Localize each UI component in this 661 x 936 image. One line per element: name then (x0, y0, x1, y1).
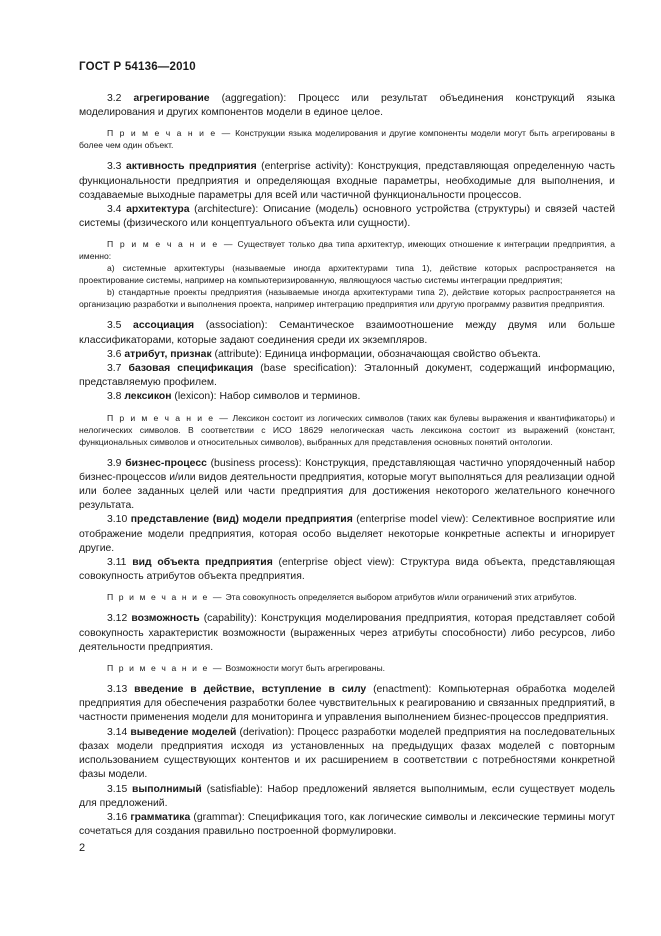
definition-3-5: 3.5 ассоциация (association): Семантическое взаимоотношение между двумя или больше классификаторами, которые задают соединения среди их экземпляров. (79, 320, 616, 346)
term: архитектура (126, 204, 190, 216)
term: активность предприятия (125, 161, 257, 173)
term: вид объекта предприятия (132, 557, 273, 569)
definition-3-14: 3.14 выведение моделей (derivation): Процесс разработки моделей предприятия на последовательных фазах модели предприятия исходя из установленных на предыдущих фазах моделей с повторным использованием существующих контентов и их расширением в соответствии с потребностями конкретной фазы модели. (79, 726, 615, 781)
definition-3-6: 3.6 атрибут, признак (attribute): Единица информации, обозначающая свойство объекта. (107, 348, 541, 360)
note-3-12: П р и м е ч а н и е — Возможности могут быть агрегированы. (107, 663, 386, 674)
page-body (79, 92, 615, 839)
note-3-4-item-b: b) стандартные проекты предприятия (называемые иногда архитектурами типа 2), действие которых распространяется на организацию разработки и выполнения проекта, например интеграцию предприятия или другую программу развития предприятия. (79, 287, 615, 310)
definition-3-10: 3.10 представление (вид) модели предприятия (enterprise model view): Селективное восприятие или отображение модели предприятия, которая особо выделяет некоторые конкретные аспекты и игнорирует другие. (79, 514, 615, 554)
term: выполнимый (131, 783, 202, 795)
term: ассоциация (133, 320, 195, 332)
definition-3-2: 3.2 агрегирование (aggregation): Процесс или результат объединения конструкций языка моделирования и других компонентов модели в единое целое. (79, 93, 615, 119)
term: атрибут, признак (124, 348, 212, 360)
definition-3-4: 3.4 архитектура (architecture): Описание (модель) основного устройства (структуры) и связей частей системы (физического или концептуального объекта или сущности). (79, 204, 615, 230)
page-number: 2 (79, 842, 86, 854)
term: выведение моделей (130, 726, 237, 738)
term: лексикон (124, 391, 172, 403)
term: агрегирование (133, 93, 210, 104)
note-3-4-item-a: a) системные архитектуры (называемые иногда архитектурами типа 1), действие которых распространяется на проектирование системы, например на компьютеризированную, являющуюся частью системы интеграции предприятия; (79, 263, 615, 286)
document-header: ГОСТ Р 54136—2010 (79, 61, 196, 73)
term: базовая спецификация (128, 363, 254, 375)
definition-3-13: 3.13 введение в действие, вступление в силу (enactment): Компьютерная обработка моделей предприятия для обеспечения разработки более чувствительных к реагированию и связанных предприятий, в частности применения модели для мониторинга и управления выполнением бизнес-процессов предприятия. (79, 684, 616, 724)
term: возможность (131, 613, 200, 625)
term: представление (вид) модели предприятия (130, 514, 353, 526)
definition-3-12: 3.12 возможность (capability): Конструкция моделирования предприятия, которая представляет собой совокупность характеристик возможности (выраженных через атрибуты способности) либо ресурсов, либо деятельности предприятия. (79, 613, 616, 653)
definition-3-16: 3.16 грамматика (grammar): Спецификация того, как логические символы и лексические термины могут сочетаться для создания правильно построенной формулировки. (79, 811, 615, 838)
term: бизнес-процесс (125, 457, 207, 469)
definition-3-15: 3.15 выполнимый (satisfiable): Набор предложений является выполнимым, если существует модель для предложений. (79, 783, 616, 809)
definition-3-7: 3.7 базовая спецификация (base specification): Эталонный документ, содержащий информацию, представляемую профилем. (79, 363, 615, 389)
note-3-11: П р и м е ч а н и е — Эта совокупность определяется выбором атрибутов и/или ограничений этих атрибутов. (107, 592, 577, 603)
definition-3-3: 3.3 активность предприятия (enterprise activity): Конструкция, представляющая определенную часть функциональности предприятия и определяющая входные параметры, необходимые для выполнения, и создаваемые выходные параметры для всей или частичной функциональности процессов. (79, 161, 615, 201)
note-3-2: П р и м е ч а н и е — Конструкции языка моделирования и другие компоненты модели могут быть агрегированы в более чем один объект. (79, 128, 615, 151)
definition-3-8: 3.8 лексикон (lexicon): Набор символов и терминов. (107, 391, 361, 403)
term: введение в действие, вступление в силу (134, 684, 367, 696)
definition-3-9: 3.9 бизнес-процесс (business process): Конструкция, представляющая частично упорядоченный набор бизнес-процессов и/или видов деятельности предприятия, которые могут выполняться для реализации одной или более заданных целей или части предприятия для достижения некоторого желательного конечного результата. (79, 457, 616, 512)
note-3-8: П р и м е ч а н и е — Лексикон состоит из логических символов (таких как булевы выражения и квантификаторы) и нелогических символов. В соответствии с ИСО 18629 нелогическая часть лексикона состоит из выражений (констант, функциональных символов и относительных символов), выбранных для представления основных понятий онтологии. (79, 412, 615, 447)
definition-3-11: 3.11 вид объекта предприятия (enterprise object view): Структура вида объекта, представляющая совокупность атрибутов объекта предприятия. (79, 557, 615, 583)
note-3-4: П р и м е ч а н и е — Существует только два типа архитектур, имеющих отношение к интеграции предприятия, а именно: (79, 239, 615, 262)
term: грамматика (130, 811, 191, 823)
